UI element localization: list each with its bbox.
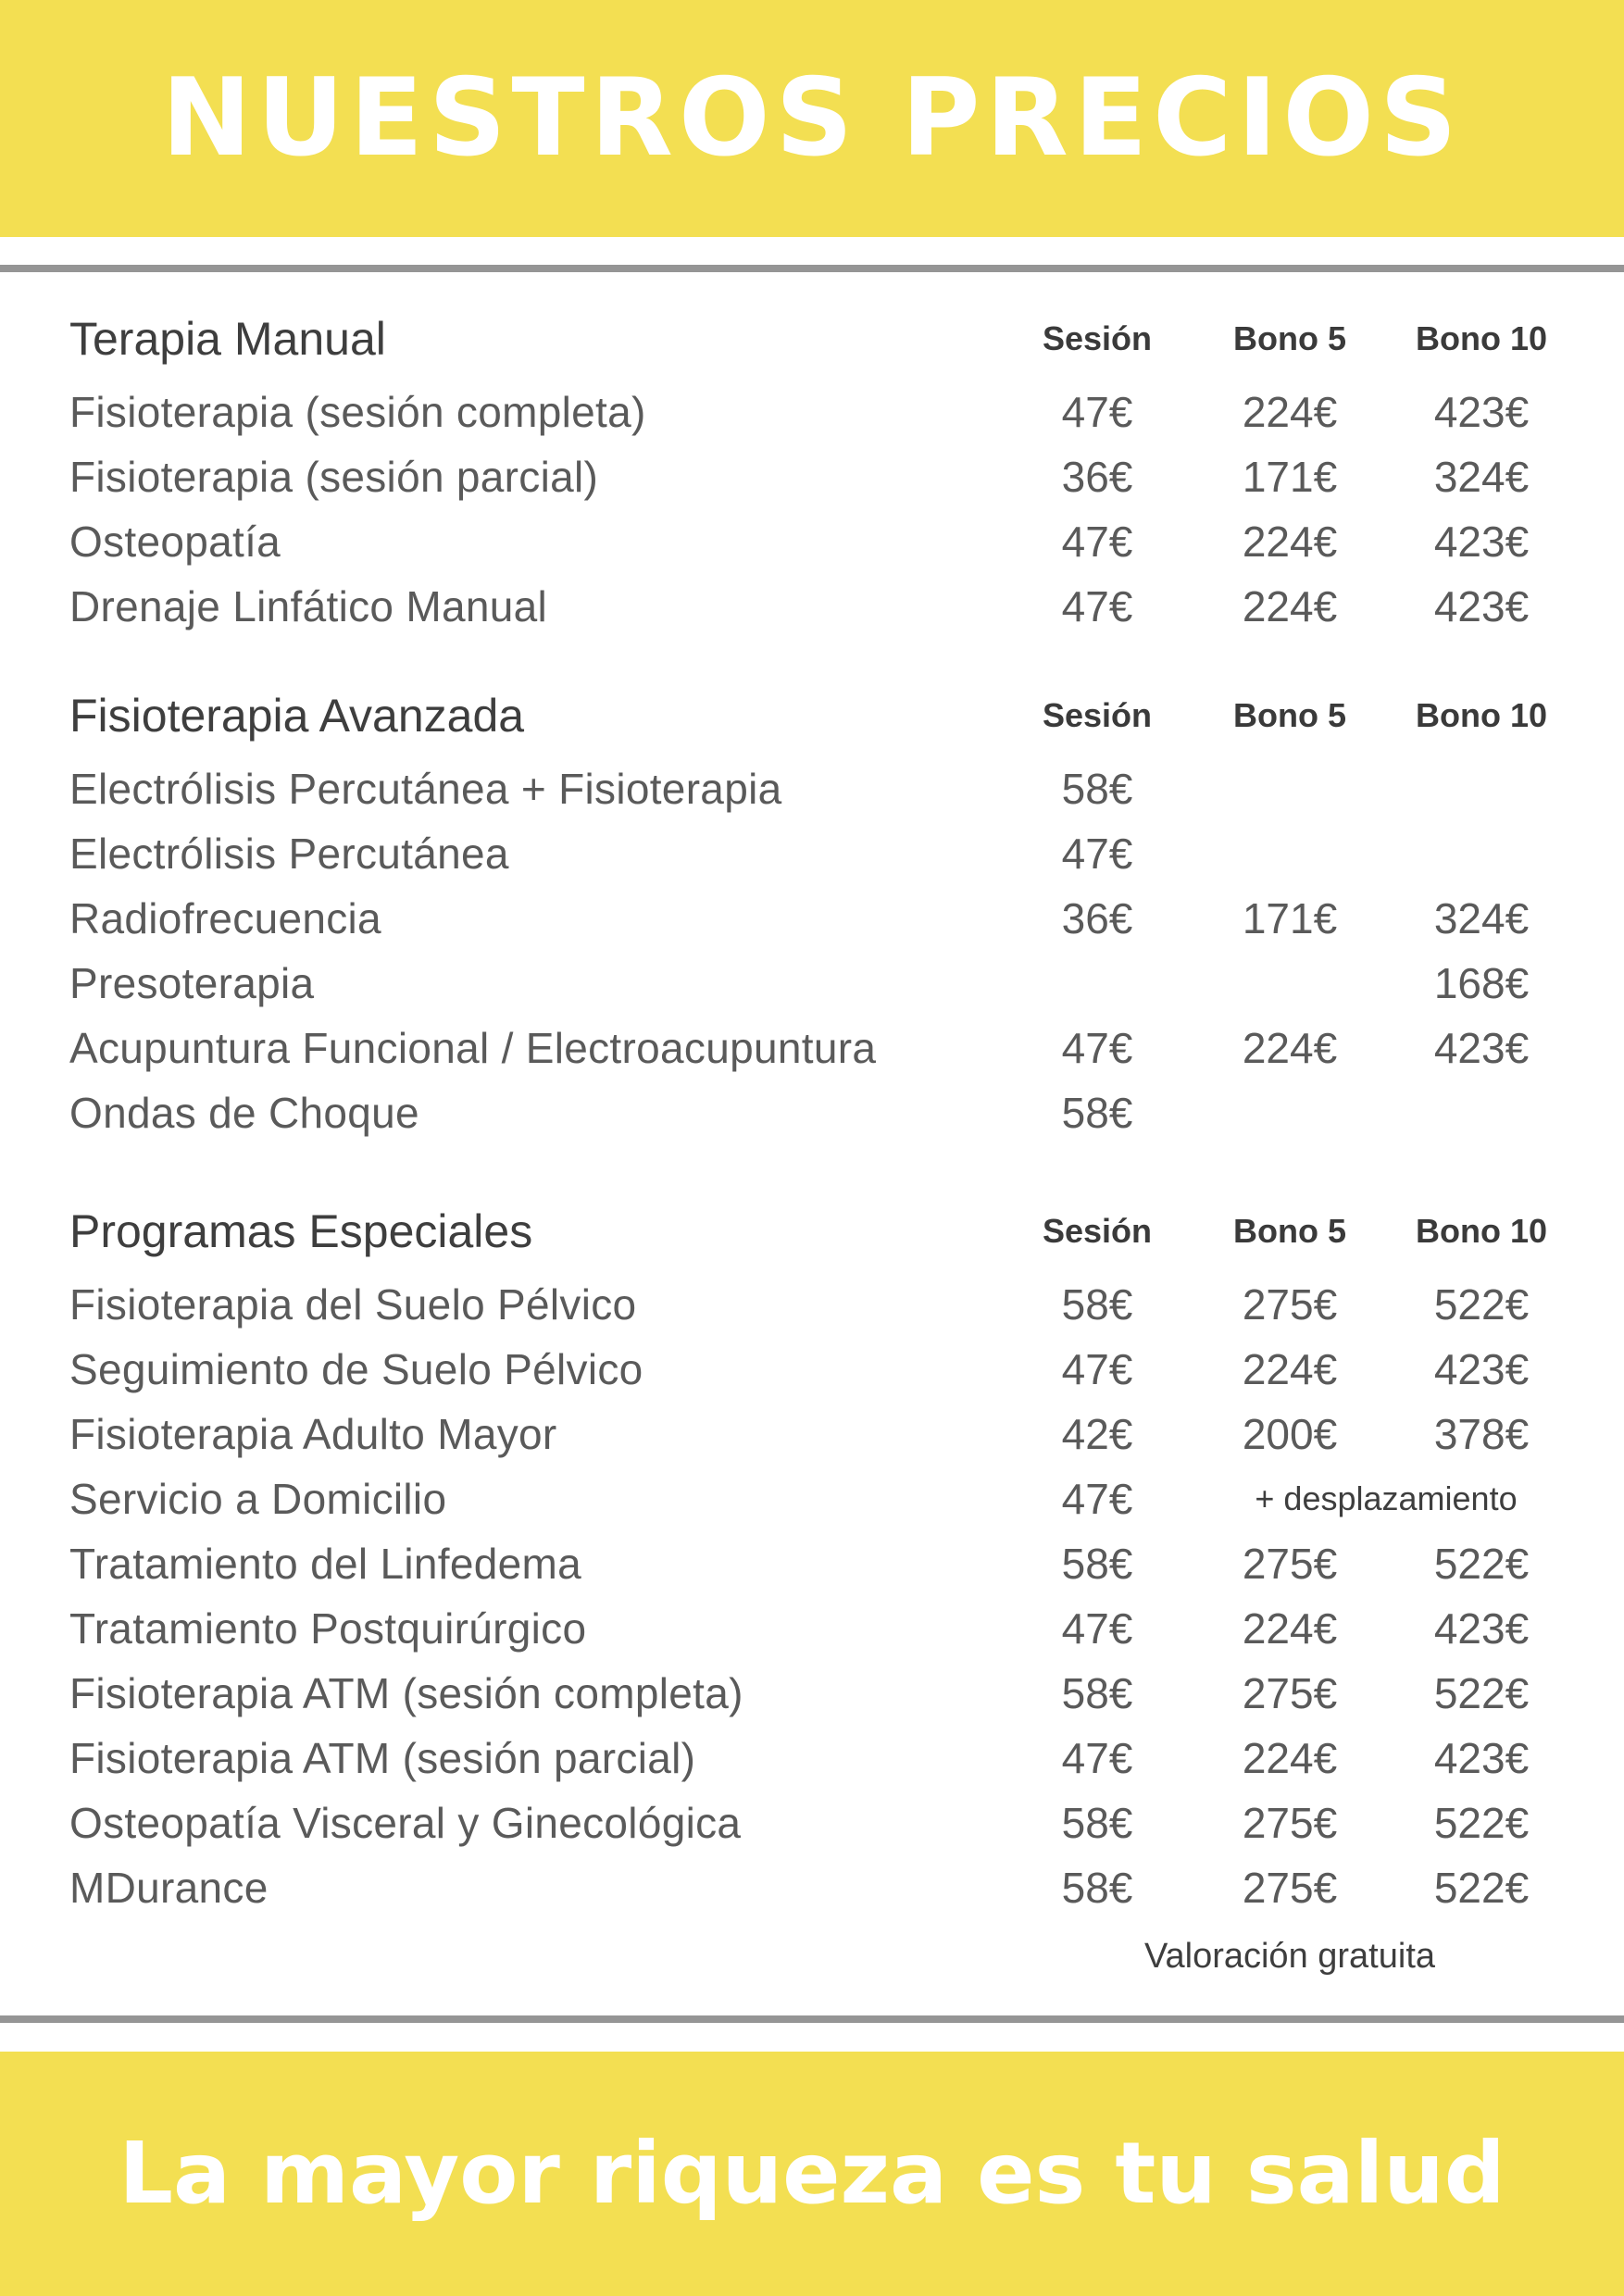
price-sesion: 47€ <box>1061 1024 1133 1072</box>
section-heading-row <box>0 683 1624 748</box>
service-name: Radiofrecuencia <box>69 894 381 942</box>
service-name: MDurance <box>69 1864 269 1912</box>
price-bono10: 522€ <box>1433 1864 1530 1912</box>
price-row <box>0 380 1624 444</box>
price-row <box>0 1596 1624 1661</box>
price-bono10: 522€ <box>1433 1280 1530 1329</box>
service-name: Tratamiento del Linfedema <box>69 1540 581 1588</box>
price-bono5: 171€ <box>1242 453 1338 501</box>
service-name: Acupuntura Funcional / Electroacupuntura <box>69 1024 877 1072</box>
price-sesion: 47€ <box>1061 1734 1133 1782</box>
price-sesion: 58€ <box>1061 1280 1133 1329</box>
service-name: Fisioterapia Adulto Mayor <box>69 1410 557 1458</box>
price-sesion: 58€ <box>1061 1089 1133 1137</box>
price-row <box>0 951 1624 1016</box>
price-bono5: 224€ <box>1242 388 1338 436</box>
price-bono5: 224€ <box>1242 1734 1338 1782</box>
price-bono10: 423€ <box>1433 388 1530 436</box>
service-name: Osteopatía <box>69 518 281 566</box>
price-row <box>0 1466 1624 1531</box>
price-sesion: 58€ <box>1061 1799 1133 1847</box>
column-header-bono10: Bono 10 <box>1415 696 1547 734</box>
header-band <box>0 0 1624 237</box>
price-bono10: 522€ <box>1433 1799 1530 1847</box>
service-name: Presoterapia <box>69 959 315 1007</box>
price-row <box>0 886 1624 951</box>
price-bono10: 522€ <box>1433 1540 1530 1588</box>
service-name: Ondas de Choque <box>69 1089 419 1137</box>
column-header-bono5: Bono 5 <box>1233 1212 1346 1250</box>
price-bono10: 423€ <box>1433 582 1530 630</box>
price-sesion: 36€ <box>1061 894 1133 942</box>
price-bono10: 423€ <box>1433 1734 1530 1782</box>
section-heading-row <box>0 306 1624 371</box>
section-title: Terapia Manual <box>69 313 386 365</box>
price-row <box>0 756 1624 821</box>
service-name: Electrólisis Percutánea <box>69 830 509 878</box>
price-sesion: 47€ <box>1061 1604 1133 1653</box>
price-sesion: 47€ <box>1061 518 1133 566</box>
column-header-bono5: Bono 5 <box>1233 319 1346 357</box>
column-header-bono10: Bono 10 <box>1415 319 1547 357</box>
service-name: Servicio a Domicilio <box>69 1475 447 1523</box>
price-bono10: 423€ <box>1433 1345 1530 1393</box>
price-sesion: 47€ <box>1061 1475 1133 1523</box>
price-bono5: 171€ <box>1242 894 1338 942</box>
price-row <box>0 574 1624 639</box>
price-sesion: 58€ <box>1061 1540 1133 1588</box>
price-row <box>0 821 1624 886</box>
price-sesion: 47€ <box>1061 830 1133 878</box>
price-bono5: 224€ <box>1242 1345 1338 1393</box>
price-row <box>0 1661 1624 1726</box>
bottom-divider <box>0 2015 1624 2023</box>
price-bono5: 275€ <box>1242 1799 1338 1847</box>
price-bono5: 224€ <box>1242 582 1338 630</box>
price-row <box>0 1337 1624 1402</box>
price-bono5: 224€ <box>1242 518 1338 566</box>
price-bono10: 522€ <box>1433 1669 1530 1717</box>
price-bono10: 423€ <box>1433 1024 1530 1072</box>
price-sesion: 47€ <box>1061 388 1133 436</box>
free-assessment-note: Valoración gratuita <box>1143 1937 1436 1976</box>
service-name: Fisioterapia (sesión completa) <box>69 388 646 436</box>
service-name: Fisioterapia ATM (sesión parcial) <box>69 1734 696 1782</box>
price-sesion: 47€ <box>1061 1345 1133 1393</box>
price-row <box>0 1531 1624 1596</box>
footnote-row <box>0 1924 1624 1989</box>
service-name: Fisioterapia del Suelo Pélvico <box>69 1280 637 1329</box>
price-sesion: 58€ <box>1061 1864 1133 1912</box>
footer-band <box>0 2052 1624 2296</box>
column-header-bono10: Bono 10 <box>1415 1212 1547 1250</box>
price-bono10: 324€ <box>1433 453 1530 501</box>
price-row <box>0 509 1624 574</box>
price-row <box>0 1855 1624 1920</box>
price-bono5: 275€ <box>1242 1280 1338 1329</box>
service-name: Osteopatía Visceral y Ginecológica <box>69 1799 742 1847</box>
price-sesion: 58€ <box>1061 765 1133 813</box>
column-header-sesion: Sesión <box>1042 319 1153 357</box>
price-row <box>0 1272 1624 1337</box>
price-bono10: 324€ <box>1433 894 1530 942</box>
price-row <box>0 1726 1624 1791</box>
price-bono10: 168€ <box>1433 959 1530 1007</box>
service-name: Electrólisis Percutánea + Fisioterapia <box>69 765 782 813</box>
column-header-bono5: Bono 5 <box>1233 696 1346 734</box>
section-title: Programas Especiales <box>69 1205 533 1257</box>
price-bono5: 224€ <box>1242 1604 1338 1653</box>
footer-slogan: La mayor riqueza es tu salud <box>119 2124 1505 2223</box>
price-row <box>0 1791 1624 1855</box>
price-sesion: 58€ <box>1061 1669 1133 1717</box>
travel-surcharge-note: + desplazamiento <box>1255 1479 1518 1517</box>
section-title: Fisioterapia Avanzada <box>69 690 525 742</box>
price-bono5: 275€ <box>1242 1540 1338 1588</box>
service-name: Fisioterapia (sesión parcial) <box>69 453 599 501</box>
service-name: Fisioterapia ATM (sesión completa) <box>69 1669 743 1717</box>
price-bono5: 200€ <box>1242 1410 1338 1458</box>
section-heading-row <box>0 1199 1624 1264</box>
column-header-sesion: Sesión <box>1042 1212 1153 1250</box>
service-name: Seguimiento de Suelo Pélvico <box>69 1345 643 1393</box>
price-row <box>0 1402 1624 1466</box>
price-bono10: 423€ <box>1433 1604 1530 1653</box>
service-name: Tratamiento Postquirúrgico <box>69 1604 587 1653</box>
price-bono10: 423€ <box>1433 518 1530 566</box>
price-sesion: 47€ <box>1061 582 1133 630</box>
price-row <box>0 1080 1624 1145</box>
page-title: NUESTROS PRECIOS <box>161 56 1463 181</box>
column-header-sesion: Sesión <box>1042 696 1153 734</box>
service-name: Drenaje Linfático Manual <box>69 582 548 630</box>
price-bono5: 275€ <box>1242 1669 1338 1717</box>
price-sesion: 36€ <box>1061 453 1133 501</box>
price-bono5: 224€ <box>1242 1024 1338 1072</box>
top-divider <box>0 265 1624 272</box>
price-sesion: 42€ <box>1061 1410 1133 1458</box>
price-bono5: 275€ <box>1242 1864 1338 1912</box>
price-row <box>0 444 1624 509</box>
price-bono10: 378€ <box>1433 1410 1530 1458</box>
price-row <box>0 1016 1624 1080</box>
